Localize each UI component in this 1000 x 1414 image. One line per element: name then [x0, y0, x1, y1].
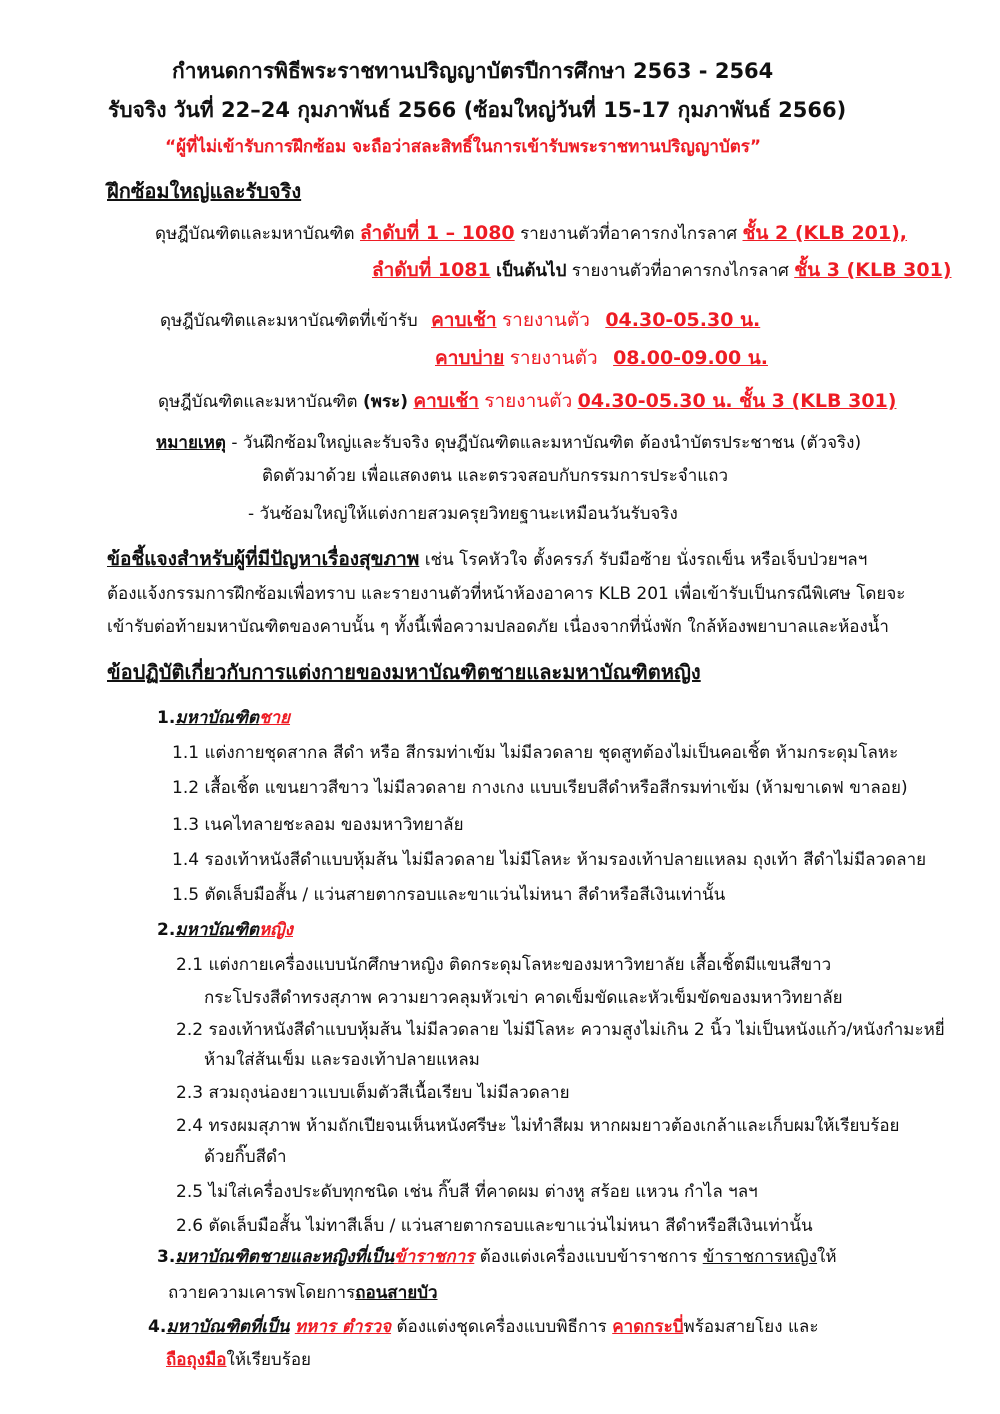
mil-label: มหาบัณฑิตที่เป็น: [166, 1317, 290, 1337]
note-1a: - วันฝึกซ้อมใหญ่และรับจริง ดุษฎีบัณฑิตและมหาบัณฑิต ต้องนำบัตรประชาชน (ตัวจริง): [231, 433, 862, 453]
rehearsal-row-2: [372, 257, 952, 284]
row1-range: ลำดับที่ 1 – 1080: [359, 222, 515, 244]
row2-building: รายงานตัวที่อาคารกงไกรลาศ: [571, 261, 789, 281]
female-item-6: 2.6 ตัดเล็บมือสั้น ไม่ทาสีเล็บ / แว่นสายตากรอบและขาแว่นไม่หนา สีดำหรือสีเงินเท่านั้น: [176, 1216, 813, 1236]
female-label: มหาบัณฑิต: [175, 920, 259, 940]
monk-tag: (พระ): [362, 392, 408, 412]
gov-female: ข้าราชการหญิง: [702, 1247, 818, 1267]
gov-line2: ถวายความเคารพโดยการ: [168, 1283, 356, 1303]
health-line-2: ต้องแจ้งกรรมการฝึกซ้อมเพื่อทราบ และรายงานตัวที่หน้าห้องอาคาร KLB 201 เพื่อเข้ารับเป็นกรณีพิเศษ โดยจะ: [107, 584, 906, 604]
note-row-1: [156, 430, 861, 456]
monk-session-row: [158, 388, 896, 415]
female-item-4-cont: ด้วยกิ๊บสีดำ: [204, 1147, 287, 1167]
monk-session-label: คาบเช้า: [413, 390, 479, 412]
female-item-1: 2.1 แต่งกายเครื่องแบบนักศึกษาหญิง ติดกระดุมโลหะของมหาวิทยาลัย เสื้อเชิ้ตมีแขนสีขาว: [176, 955, 832, 975]
document-title: กำหนดการพิธีพระราชทานปริญญาบัตรปีการศึกษา 2563 - 2564: [172, 59, 774, 83]
health-heading: ข้อชี้แจงสำหรับผู้ที่มีปัญหาเรื่องสุขภาพ: [107, 548, 420, 570]
government-row-2: [168, 1280, 438, 1306]
morning-report-label: รายงานตัว: [501, 309, 590, 331]
male-item-5: 1.5 ตัดเล็บมือสั้น / แว่นสายตากรอบและขาแว่นไม่หนา สีดำหรือสีเงินเท่านั้น: [172, 885, 726, 905]
ceremony-dates: รับจริง วันที่ 22–24 กุมภาพันธ์ 2566 (ซ้อมใหญ่วันที่ 15-17 กุมภาพันธ์ 2566): [108, 98, 847, 122]
gov-word: ข้าราชการ: [393, 1247, 475, 1267]
monk-report-label: รายงานตัว: [484, 390, 573, 412]
government-row-1: [157, 1244, 837, 1270]
female-word: หญิง: [258, 920, 293, 940]
male-item-1: 1.1 แต่งกายชุดสากล สีดำ หรือ สีกรมท่าเข้ม ไม่มีลวดลาย ชุดสูทต้องไม่เป็นคอเชิ้ต ห้ามกระดุมโลหะ: [172, 743, 899, 763]
military-row-1: [148, 1314, 818, 1340]
gov-label: มหาบัณฑิตชายและหญิงที่เป็น: [175, 1247, 394, 1267]
mil-number: 4.: [148, 1317, 167, 1337]
monk-time-floor: 04.30-05.30 น. ชั้น 3 (KLB 301): [577, 390, 897, 412]
male-item-4: 1.4 รองเท้าหนังสีดำแบบหุ้มส้น ไม่มีลวดลาย ไม่มีโลหะ ห้ามรองเท้าปลายแหลม ถุงเท้า สีดำไม่มีลวดลาย: [172, 850, 927, 870]
mil-tail: ให้เรียบร้อย: [226, 1350, 312, 1370]
note-label: หมายเหตุ: [156, 433, 226, 453]
mil-word: ทหาร ตำรวจ: [294, 1317, 392, 1337]
morning-time: 04.30-05.30 น.: [605, 309, 761, 331]
afternoon-label: คาบบ่าย: [435, 347, 505, 369]
health-line-1: [107, 546, 867, 573]
male-item-3: 1.3 เนคไทลายชะลอม ของมหาวิทยาลัย: [172, 815, 464, 835]
male-heading: [157, 705, 290, 731]
female-heading: [157, 917, 293, 943]
gov-number: 3.: [157, 1247, 176, 1267]
row1-building: รายงานตัวที่อาคารกงไกรลาศ: [520, 224, 738, 244]
female-item-3: 2.3 สวมถุงน่องยาวแบบเต็มตัวสีเนื้อเรียบ ไม่มีลวดลาย: [176, 1083, 570, 1103]
female-item-5: 2.5 ไม่ใส่เครื่องประดับทุกชนิด เช่น กิ๊บสี ที่คาดผม ต่างหู สร้อย แหวน กำไล ฯลฯ: [176, 1182, 758, 1202]
female-item-4: 2.4 ทรงผมสุภาพ ห้ามถักเปียจนเห็นหนังศรีษะ ไม่ทำสีผม หากผมยาวต้องเกล้าและเก็บผมให้เรียบร้อย: [176, 1116, 900, 1136]
female-item-2-cont: ห้ามใส่ส้นเข็ม และรองเท้าปลายแหลม: [204, 1050, 480, 1070]
attendance-warning: “ผู้ที่ไม่เข้ารับการฝึกซ้อม จะถือว่าสละสิทธิ์ในการเข้ารับพระราชทานปริญญาบัตร”: [165, 137, 762, 157]
female-item-2: 2.2 รองเท้าหนังสีดำแบบหุ้มส้น ไม่มีลวดลาย ไม่มีโลหะ ความสูงไม่เกิน 2 นิ้ว ไม่เป็นหนังแก้ว/หนังกำมะหยี่: [176, 1020, 945, 1040]
mil-sword: คาดกระบี่: [612, 1317, 684, 1337]
gov-rest: ต้องแต่งเครื่องแบบข้าราชการ: [479, 1247, 698, 1267]
afternoon-time: 08.00-09.00 น.: [613, 347, 768, 369]
rehearsal-row-1: [155, 220, 907, 247]
male-word: ชาย: [258, 708, 291, 728]
mil-gloves: ถือถุงมือ: [166, 1350, 227, 1370]
morning-session-row: [160, 307, 760, 334]
health-line-3: เข้ารับต่อท้ายมหาบัณฑิตของคาบนั้น ๆ ทั้งนี้เพื่อความปลอดภัย เนื่องจากที่นั่งพัก ใกล้ห้องพยาบาลและห้องน้ำ: [107, 617, 889, 637]
health-examples: เช่น โรคหัวใจ ตั้งครรภ์ รับมือซ้าย นั่งรถเข็น หรือเจ็บป่วยฯลฯ: [424, 550, 868, 570]
session-prefix: ดุษฎีบัณฑิตและมหาบัณฑิตที่เข้ารับ: [160, 311, 418, 331]
monk-prefix: ดุษฎีบัณฑิตและมหาบัณฑิต: [158, 392, 358, 412]
female-item-1-cont: กระโปรงสีดำทรงสุภาพ ความยาวคลุมหัวเข่า คาดเข็มขัดและหัวเข็มขัดของมหาวิทยาลัย: [204, 988, 843, 1008]
morning-label: คาบเช้า: [431, 309, 497, 331]
gov-curtsy: ถอนสายบัว: [355, 1283, 438, 1303]
rehearsal-heading: ฝึกซ้อมใหญ่และรับจริง: [107, 179, 302, 203]
note-1b: ติดตัวมาด้วย เพื่อแสดงตน และตรวจสอบกับกรรมการประจำแถว: [262, 466, 729, 486]
row2-floor: ชั้น 3 (KLB 301): [794, 259, 952, 281]
male-label: มหาบัณฑิต: [175, 708, 259, 728]
mil-rest: ต้องแต่งชุดเครื่องแบบพิธีการ: [396, 1317, 607, 1337]
female-number: 2.: [157, 920, 176, 940]
row1-floor: ชั้น 2 (KLB 201),: [742, 222, 908, 244]
male-number: 1.: [157, 708, 176, 728]
row2-onward: เป็นต้นไป: [496, 261, 567, 281]
afternoon-session-row: [435, 345, 768, 372]
mil-rest2: พร้อมสายโยง และ: [683, 1317, 819, 1337]
note-2: - วันซ้อมใหญ่ให้แต่งกายสวมครุยวิทยฐานะเหมือนวันรับจริง: [248, 504, 678, 524]
male-item-2: 1.2 เสื้อเชิ้ต แขนยาวสีขาว ไม่มีลวดลาย กางเกง แบบเรียบสีดำหรือสีกรมท่าเข้ม (ห้ามขาเดฟ ขาลอย): [172, 778, 908, 798]
dress-heading: ข้อปฏิบัติเกี่ยวกับการแต่งกายของมหาบัณฑิตชายและมหาบัณฑิตหญิง: [107, 660, 701, 684]
afternoon-report-label: รายงานตัว: [509, 347, 598, 369]
military-row-2: [166, 1347, 311, 1373]
row2-range: ลำดับที่ 1081: [372, 259, 491, 281]
row1-prefix: ดุษฎีบัณฑิตและมหาบัณฑิต: [155, 224, 355, 244]
gov-tail: ให้: [817, 1247, 837, 1267]
